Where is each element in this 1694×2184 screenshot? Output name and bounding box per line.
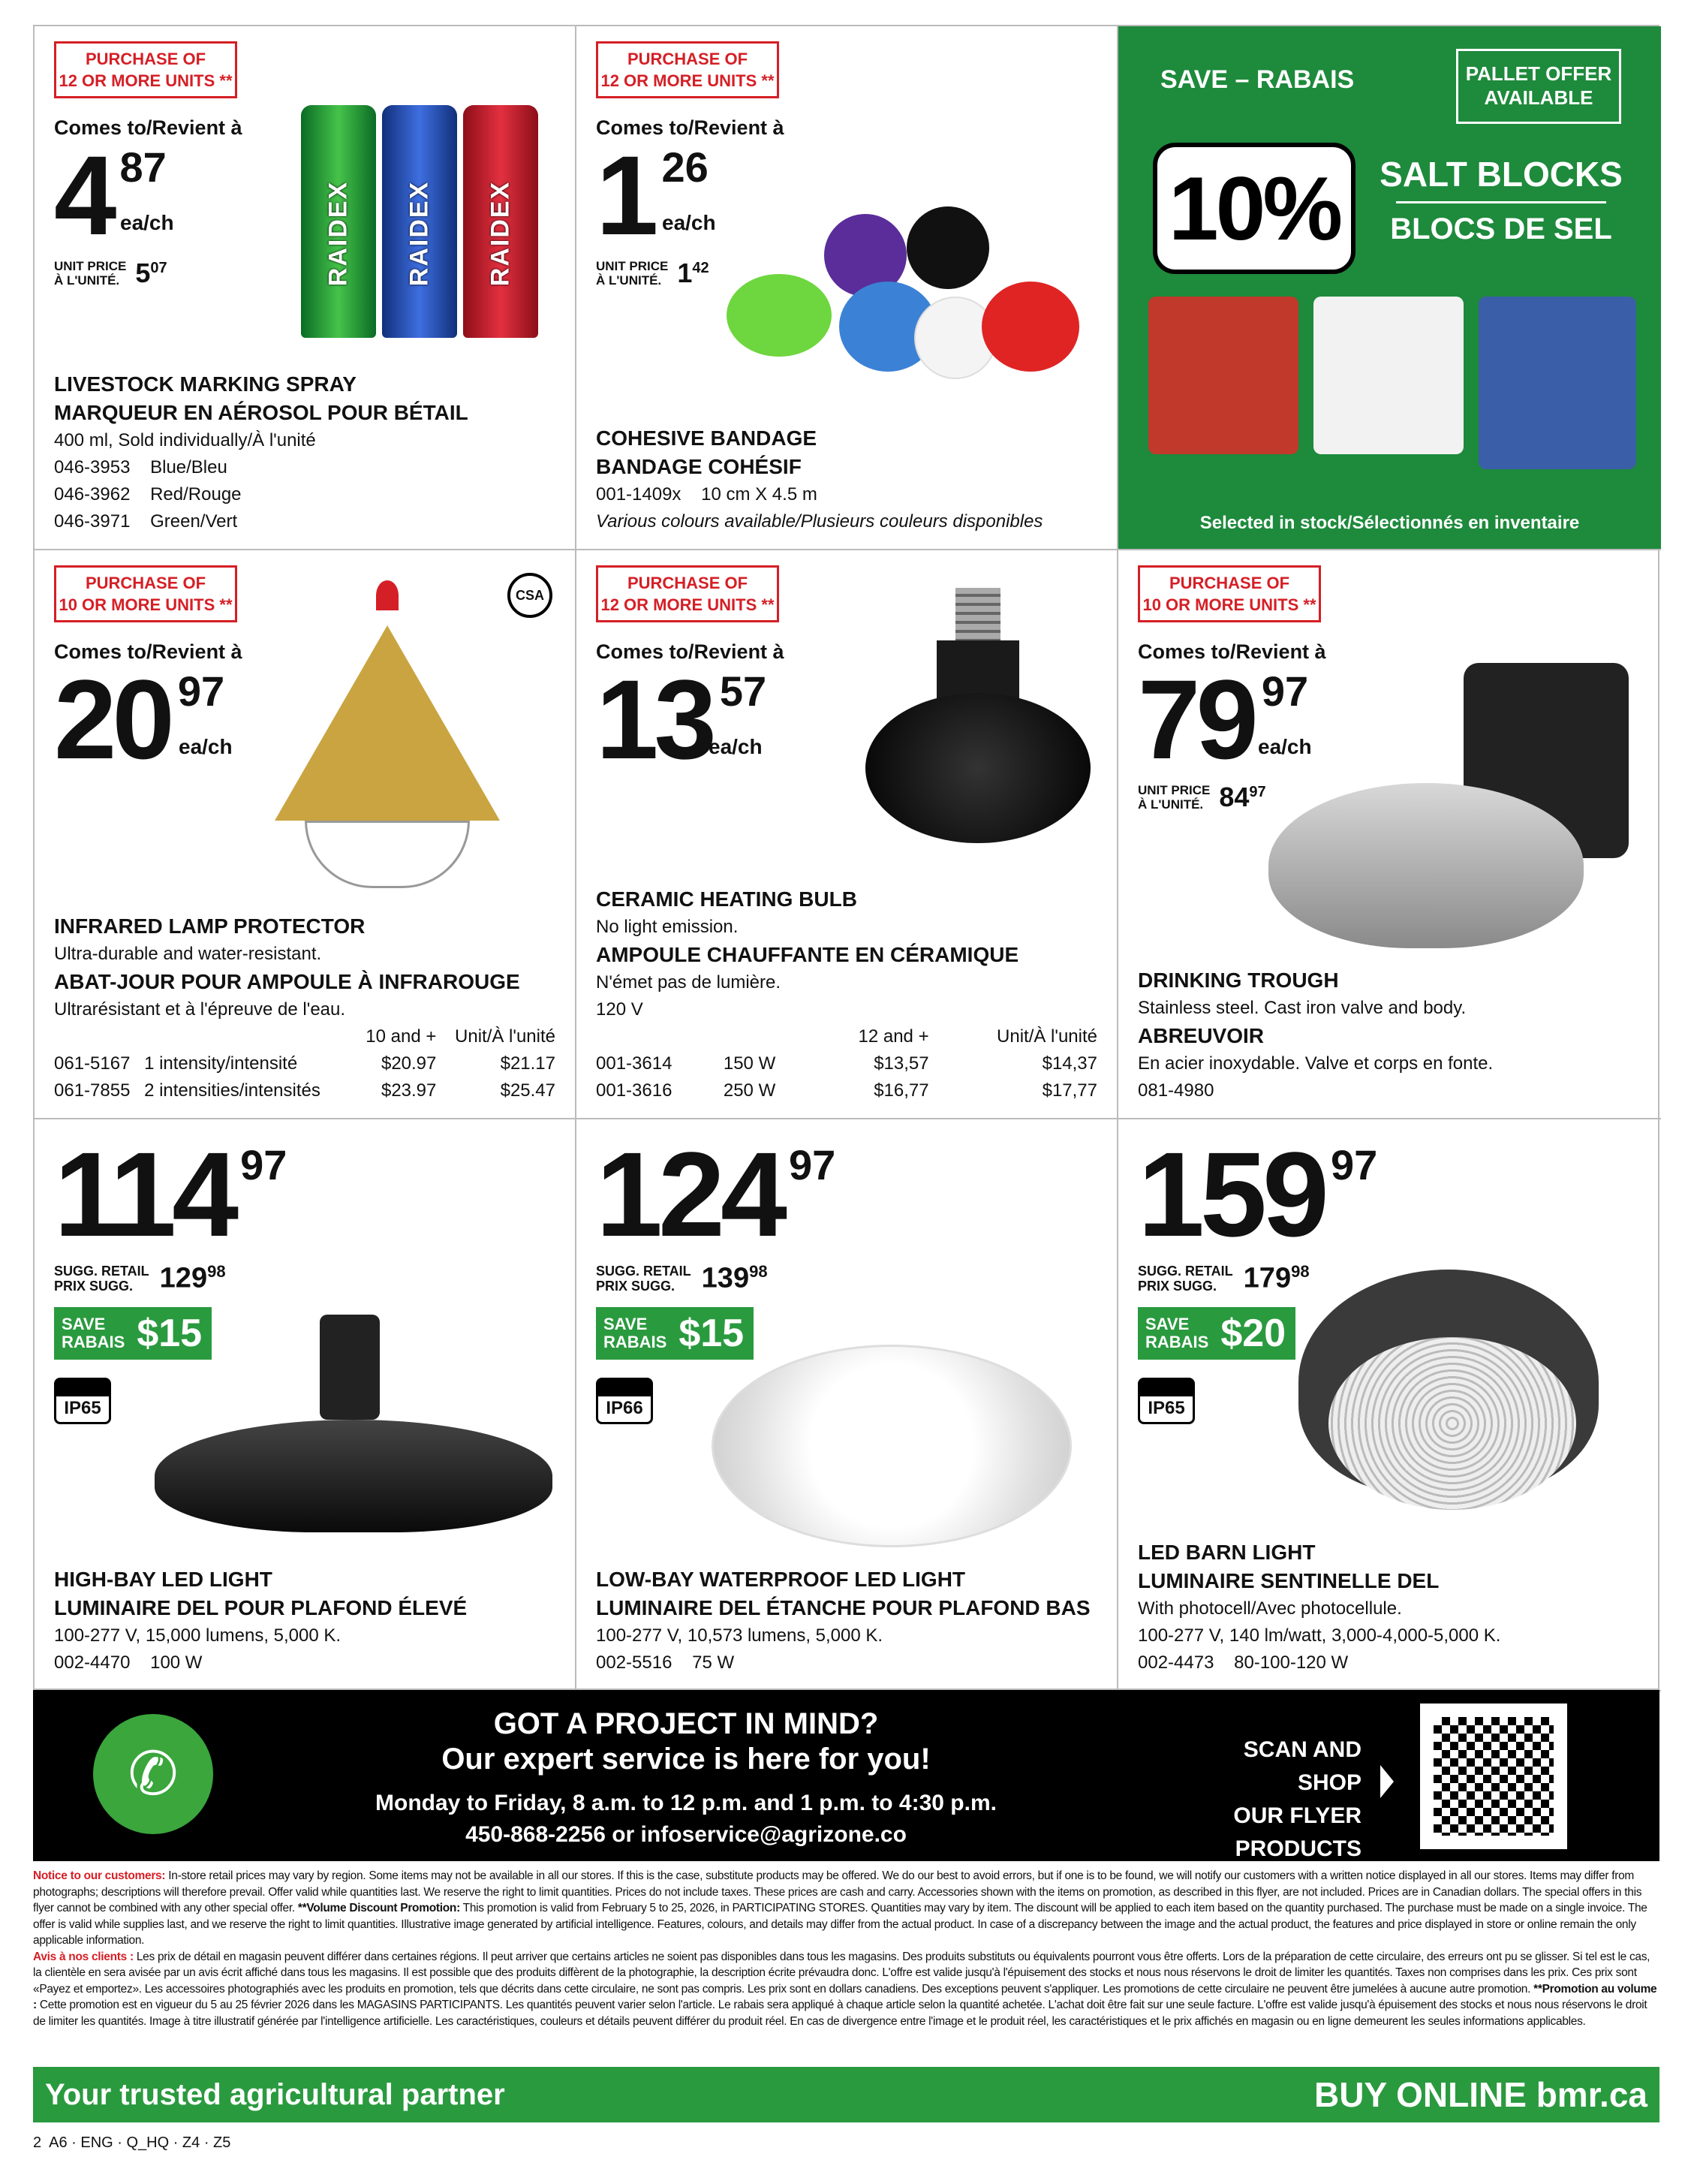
volume-badge: PURCHASE OF 12 OR MORE UNITS ** — [596, 565, 779, 622]
promo-title-fr: BLOCS DE SEL — [1390, 212, 1612, 246]
spray-cans-image — [301, 105, 538, 338]
trough-image — [1268, 663, 1644, 963]
ip-rating-icon: IP65 — [1138, 1378, 1195, 1424]
comes-to-label: Comes to/Revient à — [596, 640, 784, 663]
price-table: 10 and + Unit/À l'unité 061-5167 1 intensity/intensité $20.97 $21.17 061-7855 2 intensities/intensités $23.97 $25.47 — [54, 1023, 555, 1104]
banner-subtitle: Our expert service is here for you! — [441, 1743, 931, 1776]
red-can — [463, 105, 538, 338]
product-card-high-bay-light[interactable] — [35, 1119, 576, 1691]
product-card-led-barn-light[interactable] — [1118, 1119, 1661, 1691]
product-card-ceramic-bulb[interactable] — [576, 550, 1118, 1119]
low-bay-light-image — [712, 1345, 1072, 1547]
unit-price: UNIT PRICE À L'UNITÉ. $5^{07}$ — [54, 258, 167, 288]
save-label: SAVE – RABAIS — [1160, 65, 1355, 94]
service-hours: Monday to Friday, 8 a.m. to 12 p.m. and 1 p.m. to 4:30 p.m. — [375, 1791, 997, 1815]
table-row: 061-5167 1 intensity/intensité $20.97 $21.17 — [54, 1053, 555, 1074]
product-info: CERAMIC HEATING BULB No light emission. AMPOULE CHAUFFANTE EN CÉRAMIQUE N'émet pas de lumière. 120 V 12 and + Unit/À l'unité 001-3614 150 W $13,57 $14,37 001-3616 250 W $16,77 $17,77 — [596, 885, 1097, 1104]
price-table: 12 and + Unit/À l'unité 001-3614 150 W $13,57 $14,37 001-3616 250 W $16,77 $17,77 — [596, 1023, 1097, 1104]
price: 20 97 ea/ch — [54, 656, 233, 782]
volume-badge: PURCHASE OF 10 OR MORE UNITS ** — [54, 565, 237, 622]
barn-light-image — [1298, 1270, 1599, 1570]
can-brand-label: RAIDEX — [405, 180, 434, 286]
pallet-offer-badge: PALLET OFFER AVAILABLE — [1456, 49, 1621, 124]
product-info: LED BARN LIGHT LUMINAIRE SENTINELLE DEL With photocell/Avec photocellule. 100-277 V, 140 lm/watt, 3,000-4,000-5,000 K. 002-4473 80-100-120 W — [1138, 1541, 1501, 1673]
save-badge: SAVE RABAIS $20 — [1138, 1307, 1295, 1360]
qr-code[interactable] — [1420, 1704, 1567, 1849]
ip-rating-icon: IP65 — [54, 1378, 111, 1424]
save-badge: SAVE RABAIS $15 — [54, 1307, 212, 1360]
product-info: INFRARED LAMP PROTECTOR Ultra-durable and water-resistant. ABAT-JOUR POUR AMPOULE À INFRAROUGE Ultrarésistant et à l'épreuve de l'eau. 10 and + Unit/À l'unité 061-5167 1 intensity/intensité $20.97 $21.17 061-7855 2 intensities/intensités $23.97 $25.47 — [54, 912, 555, 1104]
csa-cert-icon: CSA — [507, 573, 552, 618]
footer-bar — [33, 2067, 1659, 2122]
save-badge: SAVE RABAIS $15 — [596, 1307, 754, 1360]
product-grid — [33, 25, 1659, 1690]
product-card-marking-spray[interactable] — [35, 26, 576, 550]
banner-title: GOT A PROJECT IN MIND? — [493, 1707, 879, 1740]
discount-percent: 10% — [1153, 143, 1356, 274]
volume-badge: PURCHASE OF 12 OR MORE UNITS ** — [54, 41, 237, 98]
price: 159 97 — [1138, 1127, 1378, 1261]
bulb-image — [865, 588, 1091, 843]
comes-to-label: Comes to/Revient à — [54, 640, 242, 663]
bandage-rolls-image — [727, 206, 1102, 387]
comes-to-label: Comes to/Revient à — [1138, 640, 1326, 663]
price: 13 57 ea/ch — [596, 656, 767, 782]
green-can — [301, 105, 376, 338]
price: 4 87 ea/ch — [54, 132, 174, 258]
scan-and-shop-label: SCAN AND SHOP OUR FLYER PRODUCTS — [1233, 1737, 1362, 1861]
unit-price: UNIT PRICE À L'UNITÉ. $84^{97}$ — [1138, 782, 1266, 812]
table-row: 061-7855 2 intensities/intensités $23.97 $25.47 — [54, 1080, 555, 1101]
product-info: DRINKING TROUGH Stainless steel. Cast iron valve and body. ABREUVOIR En acier inoxydable. Valve et corps en fonte. 081-4980 — [1138, 968, 1494, 1101]
promo-title-en: SALT BLOCKS — [1380, 155, 1623, 194]
high-bay-light-image — [155, 1255, 552, 1570]
price: 114 97 — [54, 1127, 287, 1261]
promo-salt-blocks[interactable] — [1118, 26, 1661, 550]
divider — [1396, 201, 1606, 203]
contact-info[interactable]: 450-868-2256 or infoservice@agrizone.co — [465, 1822, 907, 1847]
product-info: HIGH-BAY LED LIGHT LUMINAIRE DEL POUR PLAFOND ÉLEVÉ 100-277 V, 15,000 lumens, 5,000 K. 002-4470 100 W — [54, 1568, 468, 1673]
suggested-retail: SUGG. RETAIL PRIX SUGG. $129^{98}$ — [54, 1262, 226, 1294]
tagline: Your trusted agricultural partner — [45, 2077, 505, 2111]
product-info: LOW-BAY WATERPROOF LED LIGHT LUMINAIRE DEL ÉTANCHE POUR PLAFOND BAS 100-277 V, 10,573 lumens, 5,000 K. 002-5516 75 W — [596, 1568, 1091, 1673]
lamp-image — [275, 580, 500, 896]
price: 124 97 — [596, 1127, 836, 1261]
table-row: 001-3614 150 W $13,57 $14,37 — [596, 1053, 1097, 1074]
product-card-low-bay-light[interactable] — [576, 1119, 1118, 1691]
product-card-cohesive-bandage[interactable] — [576, 26, 1118, 550]
product-info: LIVESTOCK MARKING SPRAY MARQUEUR EN AÉROSOL POUR BÉTAIL 400 ml, Sold individually/À l'unité 046-3953 Blue/Bleu 046-3962 Red/Rouge 046-3971 Green/Vert — [54, 372, 468, 532]
can-brand-label: RAIDEX — [323, 180, 353, 286]
expert-service-banner — [33, 1690, 1659, 1861]
ip-rating-icon: IP66 — [596, 1378, 653, 1424]
phone-icon[interactable]: ✆ — [93, 1714, 213, 1834]
product-info: COHESIVE BANDAGE BANDAGE COHÉSIF 001-1409x 10 cm X 4.5 m Various colours available/Plusieurs couleurs disponibles — [596, 426, 1043, 532]
buy-online-link[interactable]: BUY ONLINE bmr.ca — [1314, 2075, 1647, 2114]
volume-badge: PURCHASE OF 10 OR MORE UNITS ** — [1138, 565, 1321, 622]
price: 79 97 ea/ch — [1138, 656, 1312, 782]
price: 1 26 ea/ch — [596, 132, 716, 258]
comes-to-label: Comes to/Revient à — [596, 116, 784, 139]
product-card-lamp-protector[interactable] — [35, 550, 576, 1119]
flyer-code: 2 A6 · ENG · Q_HQ · Z4 · Z5 — [33, 2134, 231, 2151]
stock-note: Selected in stock/Sélectionnés en inventaire — [1199, 513, 1580, 533]
salt-blocks-image — [1148, 297, 1636, 469]
product-card-drinking-trough[interactable] — [1118, 550, 1661, 1119]
comes-to-label: Comes to/Revient à — [54, 116, 242, 139]
volume-badge: PURCHASE OF 12 OR MORE UNITS ** — [596, 41, 779, 98]
can-brand-label: RAIDEX — [486, 180, 515, 286]
suggested-retail: SUGG. RETAIL PRIX SUGG. $179^{98}$ — [1138, 1262, 1310, 1294]
suggested-retail: SUGG. RETAIL PRIX SUGG. $139^{98}$ — [596, 1262, 768, 1294]
unit-price: UNIT PRICE À L'UNITÉ. $1^{42}$ — [596, 258, 709, 288]
legal-fine-print: Notice to our customers: In-store retail prices may vary by region. Some items may not be available in all our stores. If this is the case, substitute products may be offered. We do our best to avoid errors, but if one is to be found, we will notify our customers with a written notice displayed in all our stores. Items may differ from photographs; descriptions will therefore prevail. Offer valid while quantities last. We reserve the right to limit quantities. Prices do not include taxes. These prices are cash and carry. Accessories shown with the items on promotion, as described in this flyer, are not included. Prices are in Canadian dollars. The special offers in this flyer cannot be combined with any other special offer. **Volume Discount Promotion: This promotion is valid from February 5 to 25, 2026, in PARTICIPATING STORES. Quantities may vary by item. The discount will be applied to each item based on the quantity purchased. The purchase must be made on a single invoice. The offer is valid while supplies last, and we reserve the right to limit quantities. Illustrative image generated by artificial intelligence. Features, colours, and details may differ from the actual product. In case of a discrepancy between the image and the actual product, the features and price displayed in store or online remain the only applicable information. Avis à nos clients : Les prix de détail en magasin peuvent différer dans certaines régions. Il peut arriver que certains articles ne soient pas disponibles dans tous les magasins. Des produits substituts ou équivalents pourront vous être offerts. Lors de la préparation de cette circulaire, des erreurs ont pu se glisser. Si tel est le cas, la clientèle en sera avisée par un avis écrit affiché dans tous les magasins. Il est possible que des produits diffèrent de la photographie, la description écrite prévaudra donc. L'offre est valide jusqu'à l'épuisement des stocks et nous nous réservons le droit de limiter les quantités. Taxes non comprises dans les prix. Ces prix sont «Payez et emportez». Les accessoires photographiés avec les produits en promotion, tels que décrits dans cette circulaire, ne sont pas compris. Les prix sont en dollars canadiens. Des exceptions peuvent s'appliquer. Les promotions de cette circulaire ne peuvent être jumelées à aucune autre promotion. **Promotion au volume : Cette promotion est en vigueur du 5 au 25 février 2026 dans les MAGASINS PARTICIPANTS. Les quantités peuvent varier selon l'article. Le rabais sera appliqué à chaque article selon la quantité achetée. L'achat doit être fait sur une seule facture. L'offre est valide jusqu'à épuisement des stocks et nous nous réservons le droit de limiter les quantités. Image à titre illustratif générée par l'intelligence artificielle. Les caractéristiques, couleurs et détails peuvent différer du produit réel. En cas de divergence entre l'image et le produit réel, les caractéristiques et le prix affichés en magasin ou en ligne demeurent les seules informations applicables. — [33, 1869, 1657, 2028]
table-row: 001-3616 250 W $16,77 $17,77 — [596, 1080, 1097, 1101]
arrow-right-icon — [1380, 1765, 1394, 1798]
blue-can — [382, 105, 457, 338]
